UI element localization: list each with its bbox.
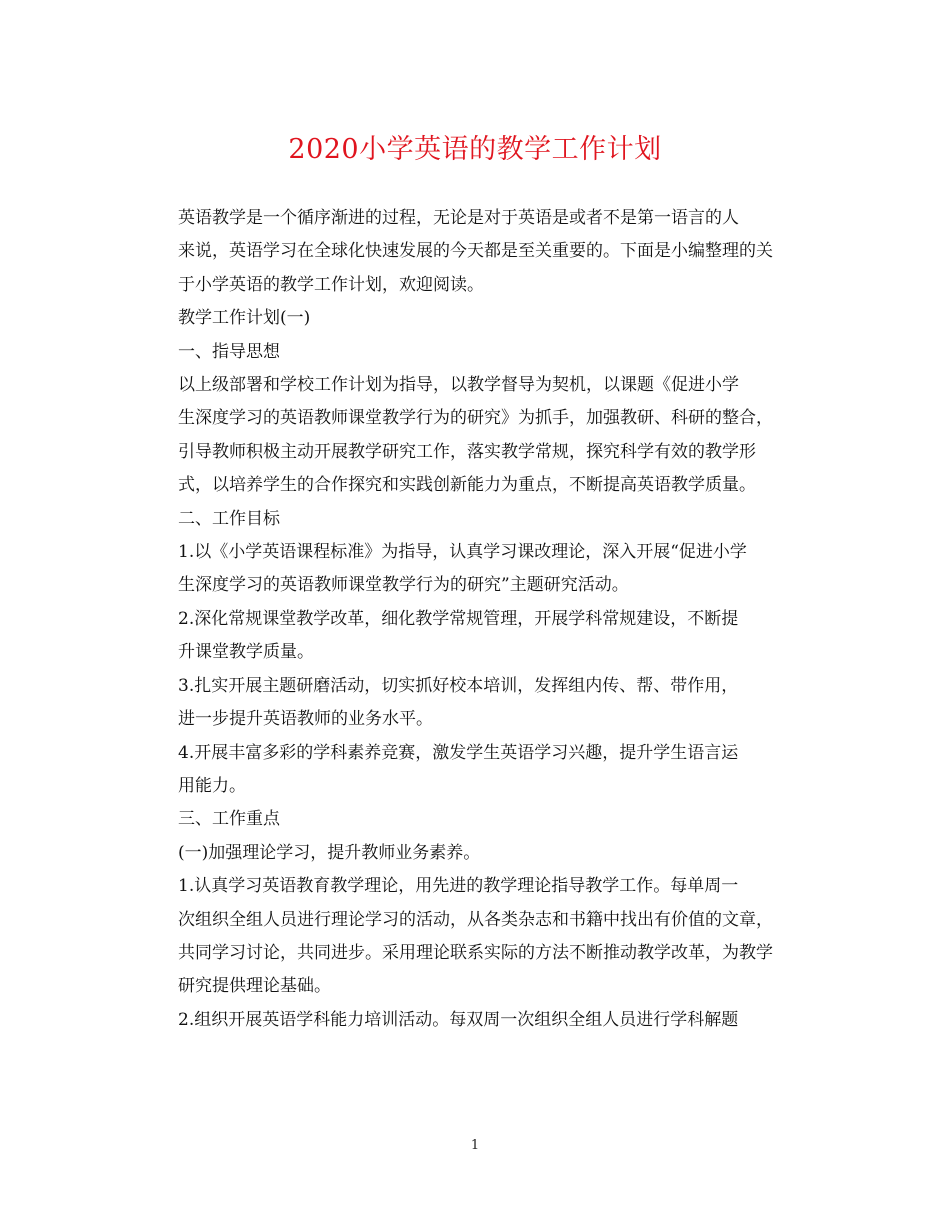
text-line: 教学工作计划(一) <box>178 308 311 329</box>
text-line: 三、工作重点 <box>178 809 280 830</box>
text-line: 生深度学习的英语教师课堂教学行为的研究”主题研究活动。 <box>178 575 629 596</box>
text-line: 次组织全组人员进行理论学习的活动，从各类杂志和书籍中找出有价值的文章， <box>178 909 773 930</box>
text-line: 引导教师积极主动开展教学研究工作，落实教学常规，探究科学有效的教学形 <box>178 441 756 462</box>
text-line: 共同学习讨论，共同进步。采用理论联系实际的方法不断推动教学改革，为教学 <box>178 942 773 963</box>
text-line: 进一步提升英语教师的业务水平。 <box>178 709 433 730</box>
body-paragraph <box>142 369 810 503</box>
text-line: 1.以《小学英语课程标准》为指导，认真学习课改理论，深入开展“促进小学 <box>178 542 747 563</box>
body-paragraph <box>142 870 810 1004</box>
subsection-heading <box>142 837 810 870</box>
section-heading <box>142 503 810 536</box>
page-title: 2020小学英语的教学工作计划 <box>288 134 662 165</box>
text-line: 英语教学是一个循序渐进的过程，无论是对于英语是或者不是第一语言的人 <box>178 208 739 228</box>
body-paragraph <box>142 536 810 603</box>
section-heading <box>142 302 810 335</box>
text-line: 二、工作目标 <box>178 508 280 529</box>
text-line: 用能力。 <box>178 775 246 796</box>
text-line: 2.深化常规课堂教学改革，细化教学常规管理，开展学科常规建设，不断提 <box>178 608 739 629</box>
text-line: 来说，英语学习在全球化快速发展的今天都是至关重要的。下面是小编整理的关 <box>178 241 773 262</box>
text-line: (一)加强理论学习，提升教师业务素养。 <box>178 842 481 863</box>
text-line: 升课堂教学质量。 <box>178 642 314 663</box>
intro-paragraph <box>142 202 810 302</box>
text-line: 于小学英语的教学工作计划，欢迎阅读。 <box>178 274 484 295</box>
section-heading <box>142 336 810 369</box>
text-line: 以上级部署和学校工作计划为指导，以教学督导为契机，以课题《促进小学 <box>178 375 739 396</box>
body-paragraph <box>142 737 810 804</box>
body-paragraph <box>142 603 810 670</box>
text-line: 3.扎实开展主题研磨活动，切实抓好校本培训，发挥组内传、帮、带作用， <box>178 675 739 696</box>
document-body <box>142 202 810 1037</box>
text-line: 一、指导思想 <box>178 341 280 362</box>
text-line: 2.组织开展英语学科能力培训活动。每双周一次组织全组人员进行学科解题 <box>178 1009 739 1030</box>
body-paragraph <box>142 1004 810 1037</box>
text-line: 4.开展丰富多彩的学科素养竞赛，激发学生英语学习兴趣，提升学生语言运 <box>178 742 739 763</box>
body-paragraph <box>142 670 810 737</box>
text-line: 生深度学习的英语教师课堂教学行为的研究》为抓手，加强教研、科研的整合， <box>178 408 773 429</box>
page-number: 1 <box>470 1138 480 1153</box>
text-line: 式，以培养学生的合作探究和实践创新能力为重点，不断提高英语教学质量。 <box>178 475 756 496</box>
text-line: 1.认真学习英语教育教学理论，用先进的教学理论指导教学工作。每单周一 <box>178 876 739 897</box>
text-line: 研究提供理论基础。 <box>178 976 331 997</box>
section-heading <box>142 803 810 836</box>
